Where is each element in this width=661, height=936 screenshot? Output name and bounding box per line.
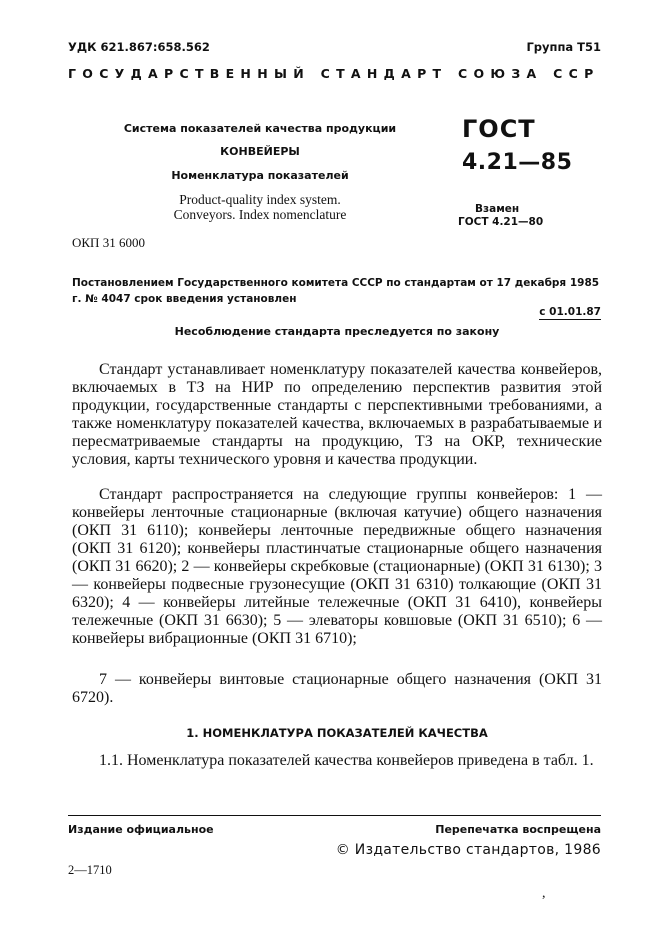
page-mark: ,: [542, 886, 546, 901]
gost-label: ГОСТ: [462, 115, 536, 143]
official-edition: Издание официальное: [68, 823, 214, 836]
government-standard-heading: ГОСУДАРСТВЕННЫЙ СТАНДАРТ СОЮЗА ССР: [68, 66, 600, 81]
replaces-number: ГОСТ 4.21—80: [458, 216, 544, 228]
udk-code: УДК 621.867:658.562: [68, 40, 210, 54]
print-code: 2—1710: [68, 863, 112, 877]
group-code: Группа Т51: [526, 40, 601, 54]
footer-divider: [68, 815, 601, 816]
paragraph-1-1-text: 1.1. Номенклатура показателей качества конвейеров приведена в табл. 1.: [99, 752, 594, 769]
decree-text: Постановлением Государственного комитета СССР по стандартам от 17 декабря 1985 г. № 4047 срок введения установлен: [72, 277, 600, 305]
english-title-line2: Conveyors. Index nomenclature: [173, 207, 347, 222]
paragraph-groups-text: Стандарт распространяется на следующие группы конвейеров: 1 — конвейеры ленточные стационарные (включая катучие) общего назначения (ОКП 31 6110); конвейеры ленточные передвижные общего назначения (ОКП 31 6120); конвейеры пластинчатые стационарные общего назначения (ОКП 31 6620); 2 — конвейеры скребковые (стационарные) (ОКП 31 6130); 3 — конвейеры подвесные грузонесущие (ОКП 31 6310) толкающие (ОКП 31 6320); 4 — конвейеры литейные тележечные (ОКП 31 6410), конвейеры тележечные (ОКП 31 6630); 5 — элеваторы ковшовые (ОКП 31 6510); 6 — конвейеры вибрационные (ОКП 31 6710);: [72, 486, 602, 647]
okp-code: ОКП 31 6000: [72, 235, 145, 250]
conveyors-title: КОНВЕЙЕРЫ: [220, 145, 300, 158]
paragraph-scope-text: Стандарт устанавливает номенклатуру показателей качества конвейеров, включаемых в ТЗ на НИР по определению перспектив развития этой продукции, государственные стандарты с перспективными требованиями, а также номенклатуру показателей качества, включаемых в разрабатываемые и пересматриваемые стандарты на продукцию, ТЗ на ОКР, технические условия, карты технического уровня и качества продукции.: [72, 361, 602, 468]
publisher-copyright: © Издательство стандартов, 1986: [335, 842, 601, 858]
reprint-notice: Перепечатка воспрещена: [435, 823, 601, 836]
paragraph-scope: [72, 361, 602, 469]
replaces-label: Взамен: [475, 203, 520, 215]
quality-system-title: Система показателей качества продукции: [123, 122, 397, 135]
gost-number: 4.21—85: [462, 150, 573, 175]
paragraph-groups: [72, 486, 602, 648]
effective-date: с 01.01.87: [539, 306, 601, 318]
english-title-line1: Product-quality index system.: [179, 192, 341, 207]
law-notice: Несоблюдение стандарта преследуется по закону: [174, 325, 500, 338]
paragraph-group7: [72, 671, 602, 707]
paragraph-1-1: [72, 752, 602, 770]
paragraph-group7-text: 7 — конвейеры винтовые стационарные общего назначения (ОКП 31 6720).: [72, 671, 602, 706]
section-heading: 1. НОМЕНКЛАТУРА ПОКАЗАТЕЛЕЙ КАЧЕСТВА: [186, 726, 488, 740]
nomenclature-subtitle: Номенклатура показателей: [171, 169, 349, 182]
